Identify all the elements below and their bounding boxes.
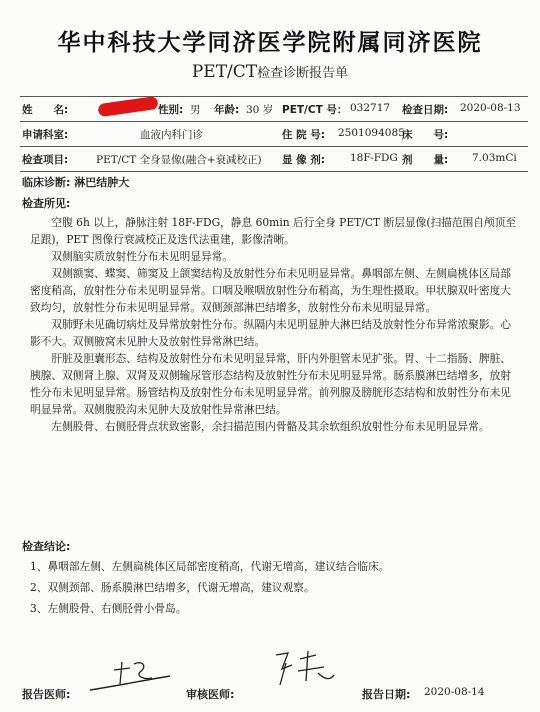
clinical-diagnosis: 临床诊断: 淋巴结肿大	[22, 176, 130, 189]
dept-value: 血液内科门诊	[140, 129, 203, 141]
conclusion-item: 1、鼻咽部左侧、左侧扁桃体区局部密度稍高，代谢无增高，建议结合临床。	[30, 560, 390, 573]
findings-paragraph: 左侧股骨、右侧胫骨点状致密影，余扫描范围内骨骼及其余软组织放射性分布未见明显异常。	[51, 420, 490, 433]
item-label: 检查项目:	[22, 154, 69, 166]
agent-value: 18F-FDG	[350, 152, 398, 164]
exam-date-value: 2020-08-13	[460, 102, 521, 114]
findings-paragraph: 双侧额窦、蝶窦、筛窦及上颌窦结构及放射性分布未见明显异常。鼻咽部左侧、左侧扁桃体区局部密度稍高，放射性分布未见明显异常。口咽及喉咽放射性分布稍高，为生理性摄取。甲状腺双叶密度大致均匀，放射性分布未见明显异常。双侧颈部淋巴结增多，放射性分布未见明显异常。	[30, 267, 511, 314]
gender-value: 男	[190, 104, 201, 116]
report-footer	[0, 686, 540, 706]
petct-no-label: PET/CT 号：	[282, 104, 348, 116]
age-label: 年龄:	[214, 104, 240, 116]
findings-paragraph: 双肺野未见确切病灶及异常放射性分布。纵隔内未见明显肿大淋巴结及放射性分布异常浓聚影。心影不大。双侧腋窝未见肿大及放射性异常淋巴结。	[30, 318, 511, 348]
report-date-value: 2020-08-14	[424, 686, 485, 698]
petct-no-value: 032717	[350, 102, 391, 114]
redacted-name	[97, 96, 158, 117]
reviewer-label: 审核医师:	[186, 688, 235, 701]
agent-label: 显 像 剂:	[282, 154, 326, 166]
findings-body	[30, 214, 518, 435]
patient-row-1	[20, 96, 528, 121]
dept-label: 申请科室:	[22, 129, 69, 141]
reviewer-signature	[270, 645, 340, 689]
dose-value: 7.03mCi	[472, 152, 517, 164]
dose-label: 剂 量:	[402, 154, 449, 166]
age-value: 30 岁	[246, 104, 274, 116]
item-value: PET/CT 全身显像(融合+衰减校正)	[96, 154, 262, 166]
bed-label: 床 号:	[402, 129, 449, 141]
report-title-sub: 检查诊断报告单	[257, 66, 349, 81]
hospital-name: 华中科技大学同济医学院附属同济医院	[57, 29, 483, 56]
patient-row-2	[20, 121, 528, 146]
patient-row-3	[20, 146, 528, 172]
conclusion-heading: 检查结论:	[22, 540, 71, 553]
gender-label: 性别:	[158, 104, 184, 116]
conclusion-list	[30, 556, 390, 619]
findings-paragraph: 肝脏及胆囊形态、结构及放射性分布未见明显异常，肝内外胆管未见扩张。胃、十二指肠、脾脏、胰腺、双侧肾上腺、双肾及双侧输尿管形态结构及放射性分布未见明显异常。肠系膜淋巴结增多，放射性分布未见明显异常。肠管结构及放射性分布未见明显异常。前列腺及膀胱形态结构和放射性分布未见明显异常。双侧腹股沟未见肿大及放射性异常淋巴结。	[30, 352, 511, 416]
reporter-label: 报告医师:	[22, 688, 71, 701]
conclusion-item: 3、左侧股骨、右侧胫骨小骨岛。	[30, 602, 187, 615]
name-label: 姓 名:	[22, 104, 69, 116]
patient-info-table	[20, 96, 528, 172]
inpatient-value: 2501094085	[338, 127, 405, 139]
findings-heading: 检查所见:	[22, 197, 71, 210]
findings-paragraph: 空腹 6h 以上，静脉注射 18F-FDG，静息 60min 后行全身 PET/CT 断层显像(扫描范围自颅顶至足跟)，PET 图像行衰减校正及迭代法重建，影像清晰。	[30, 216, 517, 246]
exam-date-label: 检查日期:	[402, 104, 449, 116]
findings-paragraph: 双侧脑实质放射性分布未见明显异常。	[51, 250, 234, 263]
report-title-main: PET/CT	[191, 62, 258, 82]
report-date-label: 报告日期:	[362, 688, 411, 701]
conclusion-item: 2、双侧颈部、肠系膜淋巴结增多，代谢无增高，建议观察。	[30, 581, 315, 594]
inpatient-label: 住 院 号:	[282, 129, 326, 141]
report-title	[0, 62, 540, 82]
